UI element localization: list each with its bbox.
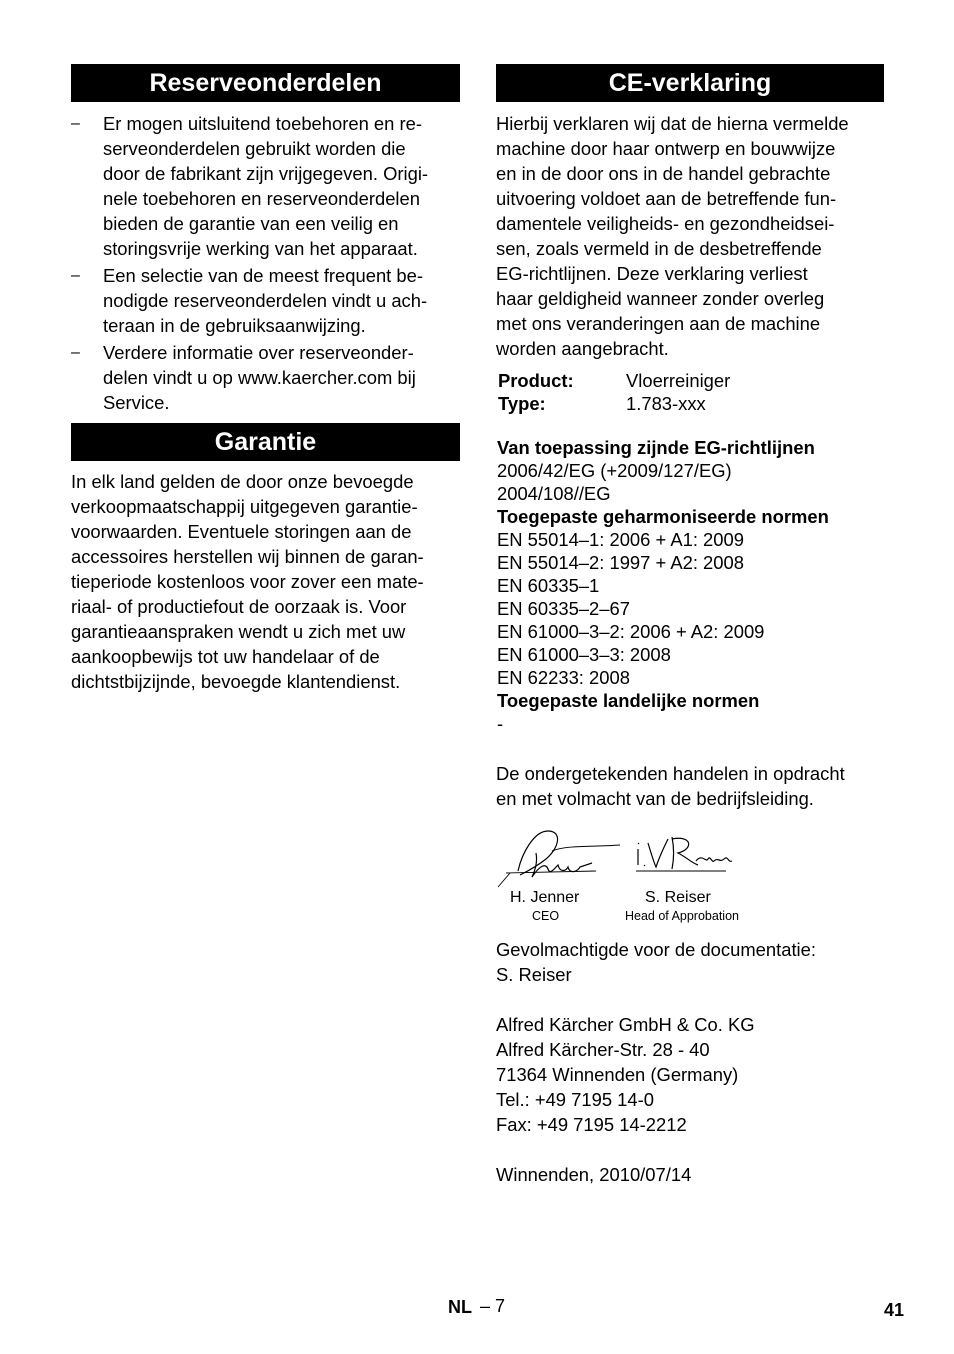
norm-item: EN 60335–2–67 — [497, 598, 630, 619]
reserve-list — [71, 111, 460, 415]
list-item — [71, 340, 460, 415]
norm-item: EN 55014–1: 2006 + A1: 2009 — [497, 529, 744, 550]
type-value: 1.783-xxx — [626, 393, 706, 414]
dash-marker: – — [71, 115, 80, 132]
right-column — [496, 64, 884, 1187]
norm-item: EN 60335–1 — [497, 575, 600, 596]
national-value: - — [497, 713, 504, 734]
footer-section-page: – 7 — [480, 1296, 506, 1316]
dash-marker: – — [71, 344, 80, 361]
signature-jenner — [518, 831, 592, 877]
list-item — [71, 263, 460, 338]
signatory-name: H. Jenner — [510, 889, 580, 906]
type-label: Type: — [498, 393, 546, 414]
harmonised-heading: Toegepaste geharmoniseerde normen — [497, 506, 829, 527]
norm-item: EN 55014–2: 1997 + A2: 2008 — [497, 552, 744, 573]
product-spec-table — [496, 369, 884, 415]
footer-language: NL — [448, 1297, 472, 1317]
table-row — [496, 392, 884, 415]
ce-intro: Hierbij verklaren wij dat de hierna vermelde machine door haar ontwerp en bouwwijze en in de door ons in de handel gebrachte uitvoering voldoet aan de betreffende fun- damentele veiligheids- en gezondheidsei- sen, zoals vermeld in de desbetreffende EG-richtlijnen. Deze verklaring verliest haar geldigheid wanneer zonder overleg met ons veranderingen aan de machine worden aangebracht. — [496, 113, 849, 359]
norm-item: EN 61000–3–2: 2006 + A2: 2009 — [497, 621, 765, 642]
dash-marker: – — [71, 267, 80, 284]
place-date: Winnenden, 2010/07/14 — [496, 1164, 692, 1185]
garantie-text: In elk land gelden de door onze bevoegde verkoopmaatschappij uitgegeven garantie- voorwaarden. Eventuele storingen aan de accessoires herstellen wij binnen de garan- tieperiode kostenloos voor zover een mate- riaal- of productiefout de oorzaak is. Voor garantieaanspraken wendt u zich met uw aankoopbewijs tot uw handelaar of de dichtstbijzijnde, bevoegde klantendienst. — [71, 471, 424, 692]
directive-item: 2004/108//EG — [497, 483, 611, 504]
signatory-name: S. Reiser — [645, 889, 711, 906]
garantie-heading: Garantie — [71, 423, 460, 461]
mandate-text: De ondergetekenden handelen in opdracht en met volmacht van de bedrijfsleiding. — [496, 763, 845, 809]
company-address: Alfred Kärcher GmbH & Co. KG Alfred Kärcher-Str. 28 - 40 71364 Winnenden (Germany) Tel.: +49 7195 14-0 Fax: +49 7195 14-2212 — [496, 1014, 755, 1135]
table-row — [496, 369, 884, 392]
list-item-text: Er mogen uitsluitend toebehoren en re- serveonderdelen gebruikt worden die door de fabrikant zijn vrijgegeven. Origi- nele toebehoren en reserveonderdelen bieden de garantie van een veilig en storingsvrije werking van het apparaat. — [103, 113, 429, 259]
page-number: 41 — [884, 1300, 905, 1320]
list-item-text: Verdere informatie over reserveonder- delen vindt u op www.kaercher.com bij Service. — [103, 342, 416, 413]
directive-item: 2006/42/EG (+2009/127/EG) — [497, 460, 732, 481]
ce-heading: CE-verklaring — [496, 64, 884, 102]
product-value: Vloerreiniger — [626, 370, 731, 391]
reserve-heading: Reserveonderdelen — [71, 64, 460, 102]
signatory-title: Head of Approbation — [625, 909, 739, 923]
signatory-title: CEO — [532, 909, 560, 923]
directives-block — [496, 436, 884, 735]
signature-area — [496, 823, 884, 923]
left-column — [71, 64, 460, 694]
documentation-text: Gevolmachtigde voor de documentatie: S. Reiser — [496, 939, 816, 985]
norm-item: EN 62233: 2008 — [497, 667, 630, 688]
norm-item: EN 61000–3–3: 2008 — [497, 644, 671, 665]
product-label: Product: — [498, 370, 574, 391]
list-item — [71, 111, 460, 261]
directives-heading: Van toepassing zijnde EG-richtlijnen — [497, 437, 815, 458]
national-heading: Toegepaste landelijke normen — [497, 690, 760, 711]
signature-reiser — [638, 837, 732, 869]
list-item-text: Een selectie van de meest frequent be- nodigde reserveonderdelen vindt u ach- teraan in de gebruiksaanwijzing. — [103, 265, 428, 336]
signatures-graphic — [496, 823, 884, 923]
